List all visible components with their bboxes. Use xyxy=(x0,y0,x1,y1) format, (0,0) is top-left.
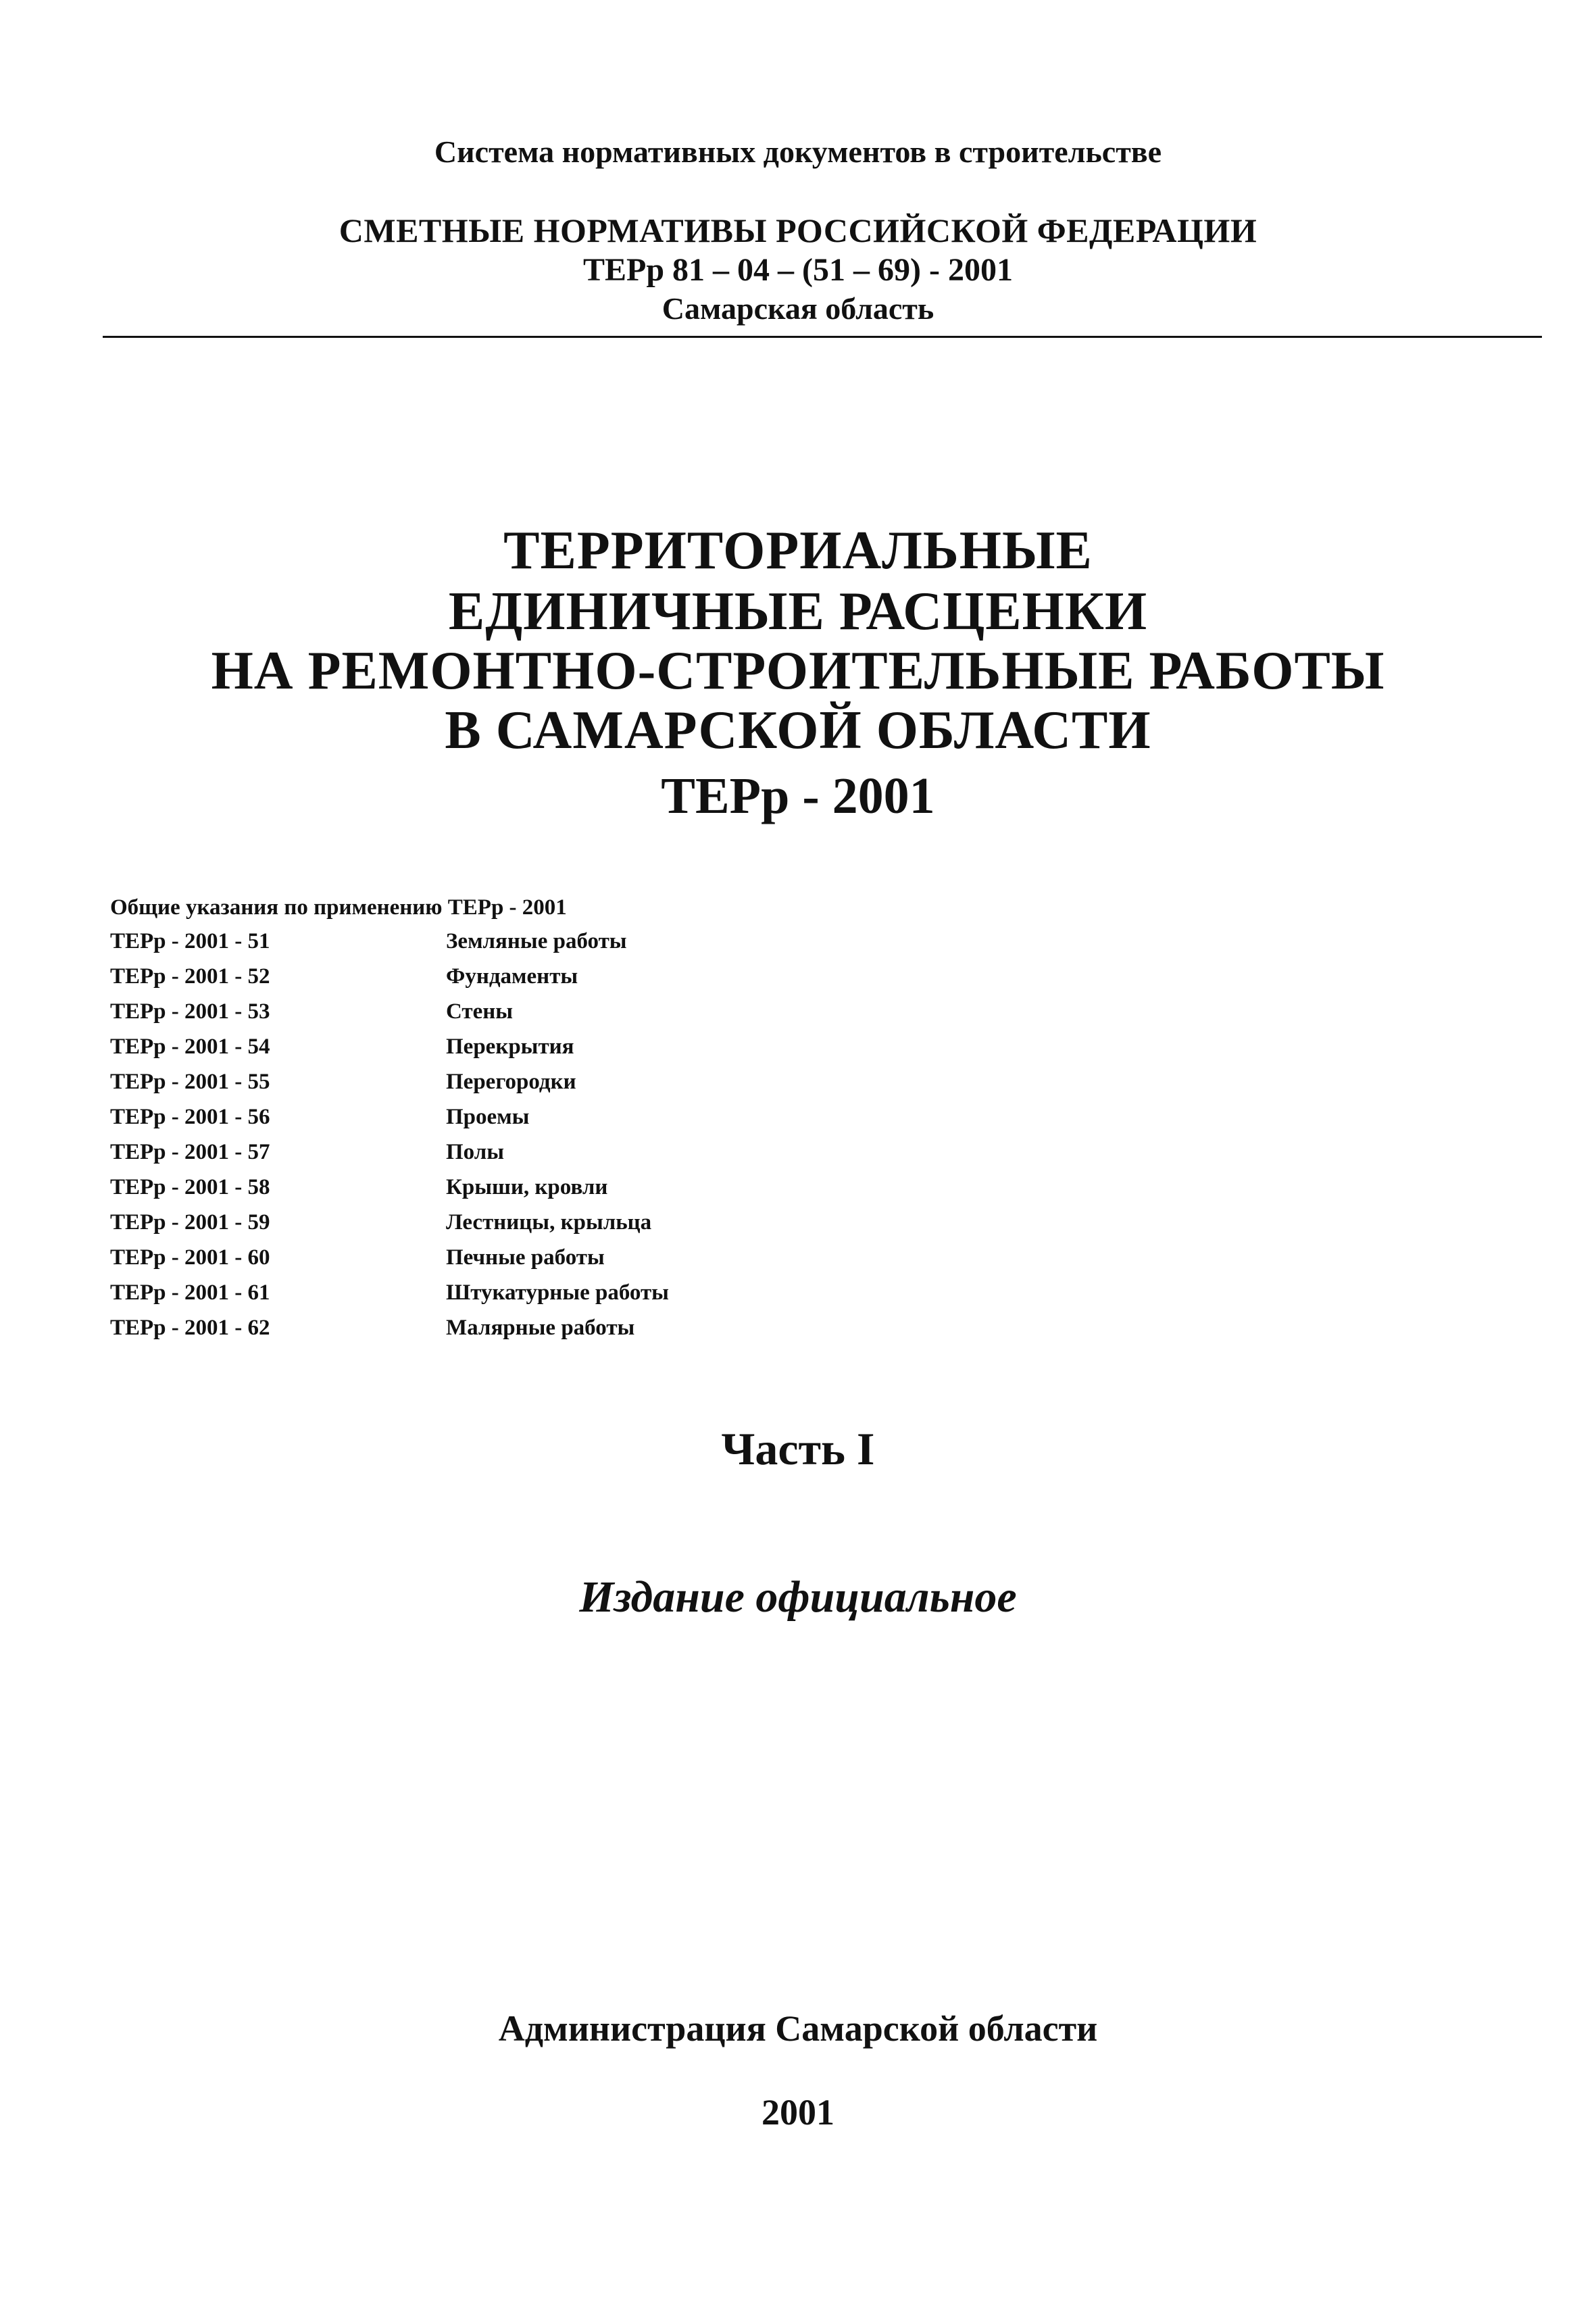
region-caption: Самарская область xyxy=(662,291,934,326)
contents-item-title: Фундаменты xyxy=(446,964,578,989)
title-code: ТЕРр - 2001 xyxy=(661,768,935,824)
contents-item xyxy=(110,1245,786,1280)
contents-list xyxy=(110,929,786,1351)
title-line-3: НА РЕМОНТНО-СТРОИТЕЛЬНЫЕ РАБОТЫ xyxy=(211,641,1385,701)
system-caption: Система нормативных документов в строительстве xyxy=(434,134,1162,169)
contents-item-code: ТЕРр - 2001 - 59 xyxy=(110,1210,270,1235)
norms-caption: СМЕТНЫЕ НОРМАТИВЫ РОССИЙСКОЙ ФЕДЕРАЦИИ xyxy=(339,211,1257,249)
contents-item-code: ТЕРр - 2001 - 60 xyxy=(110,1245,270,1270)
contents-item xyxy=(110,1070,786,1105)
contents-item-code: ТЕРр - 2001 - 53 xyxy=(110,999,270,1024)
contents-item-title: Земляные работы xyxy=(446,929,627,953)
contents-item xyxy=(110,1035,786,1070)
contents-item xyxy=(110,1316,786,1351)
title-line-1: ТЕРРИТОРИАЛЬНЫЕ xyxy=(503,521,1093,580)
contents-item-title: Печные работы xyxy=(446,1245,605,1270)
contents-item xyxy=(110,1280,786,1316)
contents-item-code: ТЕРр - 2001 - 58 xyxy=(110,1175,270,1199)
contents-item-title: Перегородки xyxy=(446,1070,576,1094)
contents-item-code: ТЕРр - 2001 - 62 xyxy=(110,1316,270,1340)
publisher-name: Администрация Самарской области xyxy=(498,2008,1098,2049)
contents-item-title: Малярные работы xyxy=(446,1316,635,1340)
contents-item xyxy=(110,964,786,999)
contents-item-title: Проемы xyxy=(446,1105,530,1129)
contents-item xyxy=(110,1210,786,1245)
title-line-4: В САМАРСКОЙ ОБЛАСТИ xyxy=(445,701,1151,760)
contents-item-code: ТЕРр - 2001 - 55 xyxy=(110,1070,270,1094)
title-line-2: ЕДИНИЧНЫЕ РАСЦЕНКИ xyxy=(448,582,1148,641)
contents-heading: Общие указания по применению ТЕРр - 2001 xyxy=(110,895,567,920)
contents-item xyxy=(110,999,786,1035)
document-code: ТЕРр 81 – 04 – (51 – 69) - 2001 xyxy=(583,252,1013,288)
contents-item-title: Стены xyxy=(446,999,514,1024)
part-label: Часть I xyxy=(721,1423,875,1474)
contents-item-title: Лестницы, крыльца xyxy=(446,1210,652,1235)
contents-item-title: Штукатурные работы xyxy=(446,1280,669,1305)
contents-item-title: Крыши, кровли xyxy=(446,1175,608,1199)
edition-label: Издание официальное xyxy=(579,1572,1017,1622)
contents-item-code: ТЕРр - 2001 - 51 xyxy=(110,929,270,953)
contents-item xyxy=(110,929,786,964)
contents-item-code: ТЕРр - 2001 - 52 xyxy=(110,964,270,989)
contents-item-code: ТЕРр - 2001 - 57 xyxy=(110,1140,270,1164)
contents-item-title: Перекрытия xyxy=(446,1035,574,1059)
contents-item xyxy=(110,1175,786,1210)
contents-item-code: ТЕРр - 2001 - 54 xyxy=(110,1035,270,1059)
publication-year: 2001 xyxy=(762,2092,834,2133)
contents-item-title: Полы xyxy=(446,1140,505,1164)
contents-item xyxy=(110,1105,786,1140)
header-divider xyxy=(103,336,1542,338)
contents-item-code: ТЕРр - 2001 - 61 xyxy=(110,1280,270,1305)
contents-item-code: ТЕРр - 2001 - 56 xyxy=(110,1105,270,1129)
contents-item xyxy=(110,1140,786,1175)
